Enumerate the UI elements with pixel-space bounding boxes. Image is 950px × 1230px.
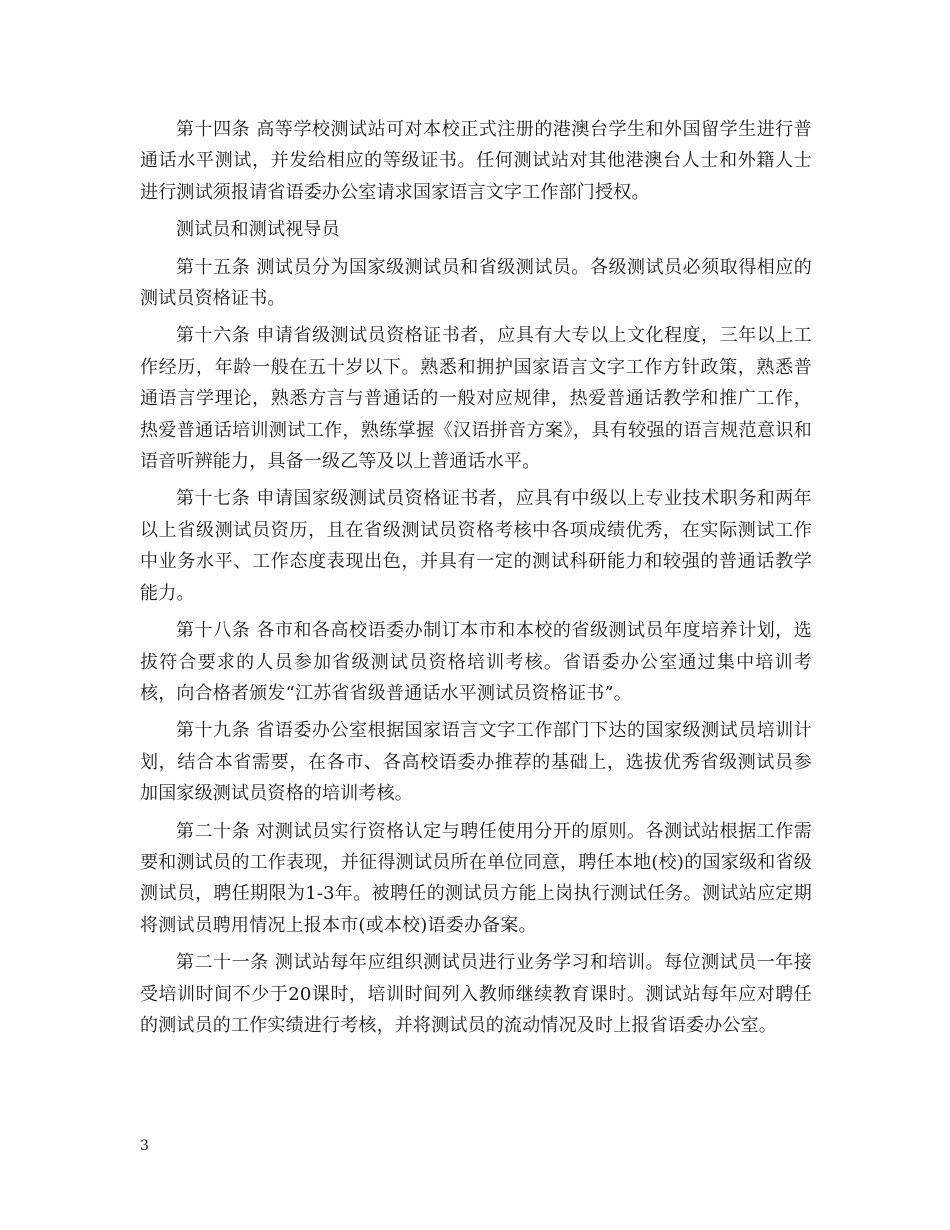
article-20-paragraph: 第二十条 对测试员实行资格认定与聘任使用分开的原则。各测试站根据工作需要和测试员的工作表现，并征得测试员所在单位同意，聘任本地(校)的国家级和省级测试员，聘任期限为1-3年。被聘任的测试员方能上岗执行测试任务。测试站应定期将测试员聘用情况上报本市(或本校)语委办备案。 <box>140 820 812 936</box>
article-16-paragraph: 第十六条 申请省级测试员资格证书者，应具有大专以上文化程度，三年以上工作经历，年龄一般在五十岁以下。熟悉和拥护国家语言文字工作方针政策，熟悉普通语言学理论，熟悉方言与普通话的一般对应规律，热爱普通话教学和推广工作，热爱普通话培训测试工作，熟练掌握《汉语拼音方案》，具有较强的语言规范意识和语音听辨能力，具备一级乙等及以上普通话水平。 <box>140 325 812 473</box>
page-number: 3 <box>140 1138 149 1154</box>
section-heading-testers: 测试员和测试视导员 <box>176 219 340 241</box>
article-21-paragraph: 第二十一条 测试站每年应组织测试员进行业务学习和培训。每位测试员一年接受培训时间不少于20课时，培训时间列入教师继续教育课时。测试站每年应对聘任的测试员的工作实绩进行考核，并将测试员的流动情况及时上报省语委办公室。 <box>140 952 812 1036</box>
article-17-paragraph: 第十七条 申请国家级测试员资格证书者，应具有中级以上专业技术职务和两年以上省级测试员资历，且在省级测试员资格考核中各项成绩优秀，在实际测试工作中业务水平、工作态度表现出色，并具有一定的测试科研能力和较强的普通话教学能力。 <box>140 488 812 604</box>
article-15-paragraph: 第十五条 测试员分为国家级测试员和省级测试员。各级测试员必须取得相应的测试员资格证书。 <box>140 256 812 310</box>
document-body <box>140 114 812 1047</box>
article-14-paragraph: 第十四条 高等学校测试站可对本校正式注册的港澳台学生和外国留学生进行普通话水平测试，并发给相应的等级证书。任何测试站对其他港澳台人士和外籍人士进行测试须报请省语委办公室请求国家语言文字工作部门授权。 <box>140 119 812 203</box>
article-18-paragraph: 第十八条 各市和各高校语委办制订本市和本校的省级测试员年度培养计划，选拔符合要求的人员参加省级测试员资格培训考核。省语委办公室通过集中培训考核，向合格者颁发“江苏省省级普通话水平测试员资格证书”。 <box>140 620 812 704</box>
article-19-paragraph: 第十九条 省语委办公室根据国家语言文字工作部门下达的国家级测试员培训计划，结合本省需要，在各市、各高校语委办推荐的基础上，选拔优秀省级测试员参加国家级测试员资格的培训考核。 <box>140 720 812 805</box>
